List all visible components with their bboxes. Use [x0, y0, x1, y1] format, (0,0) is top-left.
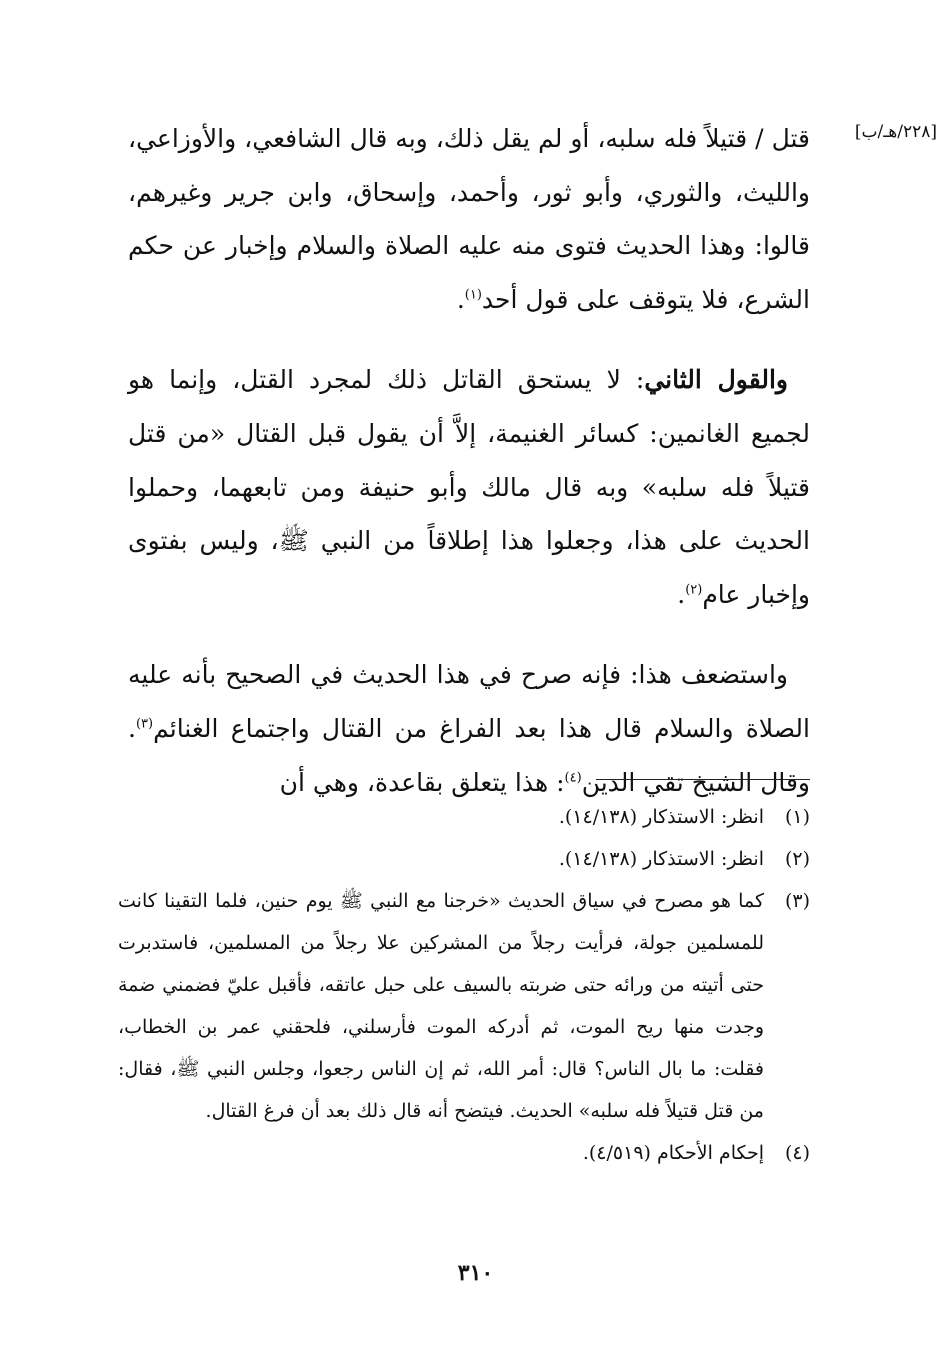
footnote-2 — [118, 838, 810, 880]
footnote-ref-2[interactable]: (٢) — [685, 582, 703, 598]
paragraph-3 — [128, 648, 810, 809]
footnote-ref-3[interactable]: (٣) — [135, 716, 154, 732]
paragraph-2-end: . — [677, 579, 686, 609]
paragraph-1-end: . — [456, 284, 465, 314]
footnote-3-text: كما هو مصرح في سياق الحديث «خرجنا مع النبي ﷺ يوم حنين، فلما التقينا كانت للمسلمين جولة، فرأيت رجلاً من المشركين علا رجلاً من المسلمين، فاستدبرت حتى أتيته من ورائه حتى ضربته بالسيف على حبل عاتقه، فأقبل عليّ فضمني ضمة وجدت منها ريح الموت، ثم أدركه الموت فأرسلني، فلحقني عمر بن الخطاب، فقلت: ما بال الناس؟ قال: أمر الله، ثم إن الناس رجعوا، وجلس النبي ﷺ، فقال: من قتل قتيلاً فله سلبه» الحديث. فيتضح أنه قال ذلك بعد أن فرغ القتال. — [118, 890, 765, 1122]
paragraph-3-text-cont: . وقال الشيخ تقي الدين — [128, 713, 810, 797]
paragraph-1 — [128, 112, 810, 326]
footnote-4-text: إحكام الأحكام (٤/٥١٩). — [582, 1142, 764, 1164]
footnotes — [118, 796, 810, 1174]
paragraph-2 — [128, 353, 810, 621]
paragraph-2-heading: والقول الثاني — [644, 365, 788, 395]
paragraph-3-end: : هذا يتعلق بقاعدة، وهي أن — [279, 767, 565, 797]
paragraph-2-text: : لا يستحق القاتل ذلك لمجرد القتل، وإنما هو لجميع الغانمين: كسائر الغنيمة، إلاَّ أن يقول قبل القتال «من قتل قتيلاً فله سلبه» وبه قال مالك وأبو حنيفة ومن تابعهما، وحملوا الحديث على هذا، وجعلوا هذا إطلاقاً من النبي ﷺ، وليس بفتوى وإخبار عام — [128, 365, 810, 609]
paragraph-1-text: قتل / قتيلاً فله سلبه، أو لم يقل ذلك، وبه قال الشافعي، والأوزاعي، والليث، والثوري، وأبو ثور، وأحمد، وإسحاق، وابن جرير وغيرهم، قالوا: وهذا الحديث فتوى منه عليه الصلاة والسلام وإخبار عن حكم الشرع، فلا يتوقف على قول أحد — [128, 124, 810, 314]
paragraph-3-text: واستضعف هذا: فإنه صرح في هذا الحديث في الصحيح بأنه عليه الصلاة والسلام قال هذا بعد الفراغ من القتال واجتماع الغنائم — [128, 660, 810, 743]
page-number: ٣١٠ — [457, 1260, 494, 1286]
footnote-ref-1[interactable]: (١) — [464, 287, 482, 303]
footnote-3 — [118, 880, 810, 1132]
footnote-1-number: (١) — [784, 806, 810, 828]
manuscript-folio-reference: [٢٢٨/هـ/ب] — [854, 122, 937, 142]
footnote-4-number: (٤) — [784, 1142, 810, 1164]
main-text — [128, 112, 810, 809]
footnote-4 — [118, 1132, 810, 1174]
footnote-separator — [596, 779, 810, 780]
footnote-1-text: انظر: الاستذكار (١٤/١٣٨). — [558, 806, 764, 828]
footnote-ref-4[interactable]: (٤) — [564, 770, 582, 786]
footnote-2-text: انظر: الاستذكار (١٤/١٣٨). — [558, 848, 764, 870]
footnote-3-number: (٣) — [784, 890, 810, 912]
footnote-2-number: (٢) — [784, 848, 810, 870]
footnote-1 — [118, 796, 810, 838]
